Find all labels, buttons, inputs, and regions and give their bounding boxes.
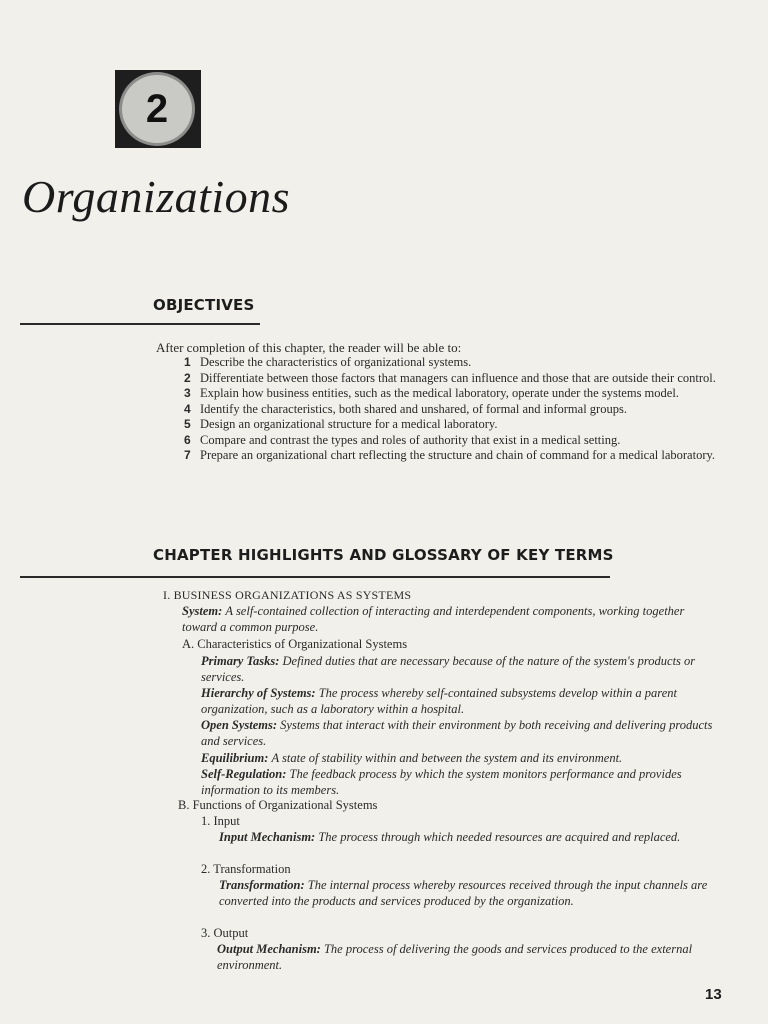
objective-item [184, 386, 729, 402]
term-output-mechanism: Output Mechanism: [217, 942, 321, 956]
objective-text: Design an organizational structure for a medical laboratory. [200, 417, 498, 431]
chapter-number-circle [119, 72, 195, 146]
objective-item [184, 417, 729, 433]
glossary-entry-open-systems [201, 718, 716, 749]
objective-item [184, 448, 729, 464]
glossary-entry-input-mechanism [219, 830, 709, 846]
glossary-entry-hierarchy [201, 686, 711, 717]
objectives-heading: OBJECTIVES [153, 296, 255, 314]
objectives-list [184, 355, 729, 464]
page-number: 13 [705, 986, 722, 1003]
function-input-label: 1. Input [201, 814, 240, 828]
definition-system: A self-contained collection of interacting and interdependent components, working together toward a common purpose. [182, 604, 685, 634]
definition-transformation: The internal process whereby resources received through the input channels are converted into the products and services produced by the organization. [219, 878, 708, 908]
term-hierarchy: Hierarchy of Systems: [201, 686, 316, 700]
objective-number: 1 [184, 355, 191, 369]
objectives-intro: After completion of this chapter, the reader will be able to: [156, 340, 462, 355]
term-equilibrium: Equilibrium: [201, 751, 269, 765]
highlights-heading: CHAPTER HIGHLIGHTS AND GLOSSARY OF KEY TERMS [153, 546, 614, 564]
definition-output-mechanism: The process of delivering the goods and services produced to the external environment. [217, 942, 693, 972]
glossary-entry-equilibrium [201, 751, 731, 767]
term-open-systems: Open Systems: [201, 718, 278, 732]
definition-self-regulation: The feedback process by which the system monitors performance and provides information to its members. [201, 767, 682, 797]
term-transformation: Transformation: [219, 878, 305, 892]
subsection-functions: B. Functions of Organizational Systems [178, 798, 378, 812]
objective-number: 7 [184, 448, 191, 462]
definition-hierarchy: The process whereby self-contained subsystems develop within a parent organization, such as a laboratory within a hospital. [201, 686, 677, 716]
objective-number: 2 [184, 370, 191, 385]
term-primary-tasks: Primary Tasks: [201, 654, 280, 668]
highlights-rule [20, 576, 610, 578]
term-input-mechanism: Input Mechanism: [219, 830, 316, 844]
section-business-organizations: I. BUSINESS ORGANIZATIONS AS SYSTEMS [163, 588, 412, 602]
function-transformation-label: 2. Transformation [201, 862, 291, 876]
objective-number: 5 [184, 417, 191, 431]
definition-equilibrium: A state of stability within and between the system and its environment. [271, 751, 623, 765]
objective-text: Prepare an organizational chart reflecting the structure and chain of command for a medical laboratory. [200, 448, 716, 462]
glossary-entry-transformation [219, 878, 709, 909]
glossary-entry-output-mechanism [217, 942, 707, 973]
objective-text: Compare and contrast the types and roles of authority that exist in a medical setting. [200, 432, 621, 447]
objective-number: 6 [184, 432, 191, 447]
objective-item [184, 402, 729, 418]
term-self-regulation: Self-Regulation: [201, 767, 287, 781]
definition-input-mechanism: The process through which needed resources are acquired and replaced. [318, 830, 681, 844]
objective-text: Differentiate between those factors that managers can influence and those that are outside their control. [200, 370, 716, 385]
term-system: System: [182, 604, 223, 618]
glossary-entry-primary-tasks [201, 654, 716, 685]
objective-text: Identify the characteristics, both shared and unshared, of formal and informal groups. [200, 401, 627, 416]
objective-number: 3 [184, 386, 191, 400]
objective-text: Describe the characteristics of organizational systems. [200, 355, 472, 369]
objective-number: 4 [184, 401, 191, 416]
glossary-entry-self-regulation [201, 767, 711, 798]
objective-item [184, 371, 729, 387]
objectives-rule [20, 323, 260, 325]
objective-item [184, 433, 729, 449]
glossary-entry-system [182, 604, 692, 635]
function-output-label: 3. Output [201, 926, 249, 940]
subsection-characteristics: A. Characteristics of Organizational Systems [182, 637, 408, 651]
definition-primary-tasks: Defined duties that are necessary because of the nature of the system's products or services. [201, 654, 696, 684]
definition-open-systems: Systems that interact with their environment by both receiving and delivering products and services. [201, 718, 713, 748]
chapter-badge [115, 70, 201, 148]
objective-text: Explain how business entities, such as the medical laboratory, operate under the systems model. [200, 386, 679, 400]
chapter-title: Organizations [22, 171, 291, 222]
objective-item [184, 355, 729, 371]
chapter-number: 2 [145, 86, 169, 131]
